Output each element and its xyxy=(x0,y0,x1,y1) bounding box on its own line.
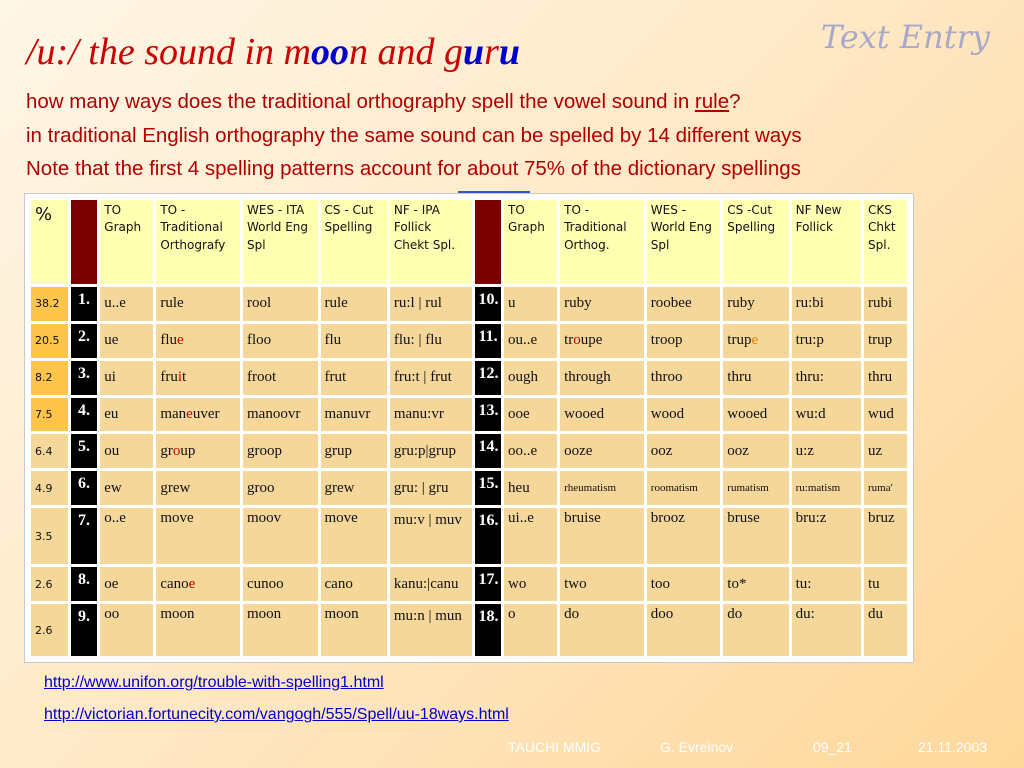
cks-cell: rubi xyxy=(864,287,907,321)
source-link-unifon[interactable]: http://www.unifon.org/trouble-with-spelling1.html xyxy=(44,674,384,691)
header-cs-2: CS -Cut Spelling xyxy=(723,200,788,284)
nf-cell-2: ru:matism xyxy=(792,471,861,505)
index-cell-2: 11. xyxy=(475,324,502,358)
word-cell-2: through xyxy=(560,361,644,395)
cs-cell-2: ooz xyxy=(723,434,788,468)
cs-cell-2: rumatism xyxy=(723,471,788,505)
percent-cell: 6.4 xyxy=(31,434,68,468)
word-cell-2: rheumatism xyxy=(560,471,644,505)
word-cell: grew xyxy=(156,471,240,505)
header-cks: CKS Chkt Spl. xyxy=(864,200,907,284)
cks-cell: thru xyxy=(864,361,907,395)
spelling-table xyxy=(28,197,910,659)
nf-cell: mu:v | muv xyxy=(390,508,472,564)
table-row xyxy=(31,361,907,395)
wes-cell: groo xyxy=(243,471,318,505)
cs-cell: cano xyxy=(321,567,387,601)
cs-cell-2: trupe xyxy=(723,324,788,358)
index-cell-2: 13. xyxy=(475,398,502,432)
footer-slide-number: 09_21 xyxy=(813,739,852,755)
table-row xyxy=(31,324,907,358)
cks-cell: bruz xyxy=(864,508,907,564)
word-cell: moon xyxy=(156,604,240,656)
header-percent: % xyxy=(31,200,68,284)
nf-cell-2: wu:d xyxy=(792,398,861,432)
cs-cell: moon xyxy=(321,604,387,656)
cs-cell-2: do xyxy=(723,604,788,656)
wes-cell: rool xyxy=(243,287,318,321)
index-cell-2: 17. xyxy=(475,567,502,601)
index-cell-2: 16. xyxy=(475,508,502,564)
table-row xyxy=(31,398,907,432)
nf-cell: fru:t | frut xyxy=(390,361,472,395)
footer-author: G. Evreinov xyxy=(660,739,734,755)
index-cell: 2. xyxy=(71,324,98,358)
index-cell: 4. xyxy=(71,398,98,432)
header-to-graph: TO Graph xyxy=(100,200,153,284)
wes-cell-2: wood xyxy=(647,398,720,432)
slide-title: /u:/ the sound in moon and guru xyxy=(26,31,521,73)
wes-cell-2: doo xyxy=(647,604,720,656)
graph-cell-2: ooe xyxy=(504,398,557,432)
nf-cell-2: tru:p xyxy=(792,324,861,358)
word-cell-2: ooze xyxy=(560,434,644,468)
nf-cell: mu:n | mun xyxy=(390,604,472,656)
graph-cell-2: ui..e xyxy=(504,508,557,564)
cs-cell: move xyxy=(321,508,387,564)
nf-cell: flu: | flu xyxy=(390,324,472,358)
word-cell-2: troupe xyxy=(560,324,644,358)
cs-cell-2: to* xyxy=(723,567,788,601)
graph-cell-2: oo..e xyxy=(504,434,557,468)
nf-cell: ru:l | rul xyxy=(390,287,472,321)
word-cell: canoe xyxy=(156,567,240,601)
cs-cell-2: wooed xyxy=(723,398,788,432)
wes-cell: froot xyxy=(243,361,318,395)
nf-cell: manu:vr xyxy=(390,398,472,432)
wes-cell: moon xyxy=(243,604,318,656)
graph-cell: ou xyxy=(100,434,153,468)
cks-cell: uz xyxy=(864,434,907,468)
wes-cell-2: too xyxy=(647,567,720,601)
percent-cell: 4.9 xyxy=(31,471,68,505)
percent-cell: 20.5 xyxy=(31,324,68,358)
wes-cell: moov xyxy=(243,508,318,564)
table-row xyxy=(31,287,907,321)
rule-link[interactable]: rule xyxy=(694,90,730,113)
graph-cell: o..e xyxy=(100,508,153,564)
percent-cell: 7.5 xyxy=(31,398,68,432)
table-row xyxy=(31,508,907,564)
cks-cell: trup xyxy=(864,324,907,358)
footer-date: 21.11.2003 xyxy=(918,739,988,755)
word-cell: flue xyxy=(156,324,240,358)
graph-cell-2: u xyxy=(504,287,557,321)
wes-cell: floo xyxy=(243,324,318,358)
graph-cell: u..e xyxy=(100,287,153,321)
cs-cell-2: thru xyxy=(723,361,788,395)
nf-cell-2: du: xyxy=(792,604,861,656)
graph-cell-2: ou..e xyxy=(504,324,557,358)
cks-cell: wud xyxy=(864,398,907,432)
word-cell-2: wooed xyxy=(560,398,644,432)
cs-cell: frut xyxy=(321,361,387,395)
note-line: Note that the first 4 spelling patterns account for about 75% of the dictionary spellings xyxy=(26,157,801,180)
graph-cell: oo xyxy=(100,604,153,656)
index-cell: 9. xyxy=(71,604,98,656)
index-cell: 8. xyxy=(71,567,98,601)
nf-cell-2: tu: xyxy=(792,567,861,601)
index-cell: 1. xyxy=(71,287,98,321)
graph-cell: ew xyxy=(100,471,153,505)
section-label: Text Entry xyxy=(820,18,990,56)
wes-cell: groop xyxy=(243,434,318,468)
wes-cell-2: troop xyxy=(647,324,720,358)
header-cs: CS - Cut Spelling xyxy=(321,200,387,284)
word-cell-2: do xyxy=(560,604,644,656)
graph-cell-2: o xyxy=(504,604,557,656)
nf-cell: gru:p|grup xyxy=(390,434,472,468)
percent-cell: 2.6 xyxy=(31,567,68,601)
table-row xyxy=(31,567,907,601)
graph-cell: ui xyxy=(100,361,153,395)
word-cell: move xyxy=(156,508,240,564)
source-link-fortunecity[interactable]: http://victorian.fortunecity.com/vangogh/555/Spell/uu-18ways.html xyxy=(44,706,509,723)
index-cell-2: 12. xyxy=(475,361,502,395)
header-nf-2: NF New Follick xyxy=(792,200,861,284)
header-index-1 xyxy=(71,200,98,284)
cs-cell: rule xyxy=(321,287,387,321)
cks-cell: du xyxy=(864,604,907,656)
nf-cell: gru: | gru xyxy=(390,471,472,505)
table-row xyxy=(31,434,907,468)
percent-cell: 3.5 xyxy=(31,508,68,564)
percent-cell: 38.2 xyxy=(31,287,68,321)
cks-cell: ruma' xyxy=(864,471,907,505)
graph-cell: eu xyxy=(100,398,153,432)
index-cell-2: 15. xyxy=(475,471,502,505)
word-cell-2: two xyxy=(560,567,644,601)
cs-cell-2: bruse xyxy=(723,508,788,564)
wes-cell: manoovr xyxy=(243,398,318,432)
header-index-2 xyxy=(475,200,502,284)
header-to-traditional-2: TO - Traditional Orthog. xyxy=(560,200,644,284)
table-row xyxy=(31,471,907,505)
wes-cell-2: ooz xyxy=(647,434,720,468)
wes-cell-2: roomatism xyxy=(647,471,720,505)
table-row xyxy=(31,604,907,656)
wes-cell-2: brooz xyxy=(647,508,720,564)
index-cell: 3. xyxy=(71,361,98,395)
cs-cell: grew xyxy=(321,471,387,505)
word-cell-2: bruise xyxy=(560,508,644,564)
index-cell: 7. xyxy=(71,508,98,564)
cs-cell: grup xyxy=(321,434,387,468)
header-to-traditional: TO - Traditional Orthografy xyxy=(156,200,240,284)
index-cell-2: 18. xyxy=(475,604,502,656)
cs-cell: manuvr xyxy=(321,398,387,432)
footer-org: TAUCHI MMIG xyxy=(508,739,602,755)
word-cell: maneuver xyxy=(156,398,240,432)
header-row xyxy=(31,200,907,284)
index-cell: 5. xyxy=(71,434,98,468)
statement-line: in traditional English orthography the same sound can be spelled by 14 different ways xyxy=(26,124,802,147)
nf-cell-2: thru: xyxy=(792,361,861,395)
header-wes: WES - ITA World Eng Spl xyxy=(243,200,318,284)
wes-cell-2: throo xyxy=(647,361,720,395)
graph-cell: oe xyxy=(100,567,153,601)
nf-cell-2: ru:bi xyxy=(792,287,861,321)
question-line: how many ways does the traditional orthography spell the vowel sound in rule? xyxy=(26,90,741,113)
index-cell-2: 10. xyxy=(475,287,502,321)
graph-cell-2: wo xyxy=(504,567,557,601)
graph-cell: ue xyxy=(100,324,153,358)
word-cell-2: ruby xyxy=(560,287,644,321)
graph-cell-2: heu xyxy=(504,471,557,505)
cks-cell: tu xyxy=(864,567,907,601)
spelling-table-container xyxy=(24,193,914,663)
graph-cell-2: ough xyxy=(504,361,557,395)
wes-cell: cunoo xyxy=(243,567,318,601)
percent-cell: 8.2 xyxy=(31,361,68,395)
nf-cell-2: bru:z xyxy=(792,508,861,564)
index-cell: 6. xyxy=(71,471,98,505)
word-cell: rule xyxy=(156,287,240,321)
cs-cell-2: ruby xyxy=(723,287,788,321)
header-to-graph-2: TO Graph xyxy=(504,200,557,284)
nf-cell-2: u:z xyxy=(792,434,861,468)
index-cell-2: 14. xyxy=(475,434,502,468)
percent-cell: 2.6 xyxy=(31,604,68,656)
header-nf: NF - IPA Follick Chekt Spl. xyxy=(390,200,472,284)
word-cell: group xyxy=(156,434,240,468)
header-wes-2: WES - World Eng Spl xyxy=(647,200,720,284)
word-cell: fruit xyxy=(156,361,240,395)
nf-cell: kanu:|canu xyxy=(390,567,472,601)
wes-cell-2: roobee xyxy=(647,287,720,321)
cs-cell: flu xyxy=(321,324,387,358)
